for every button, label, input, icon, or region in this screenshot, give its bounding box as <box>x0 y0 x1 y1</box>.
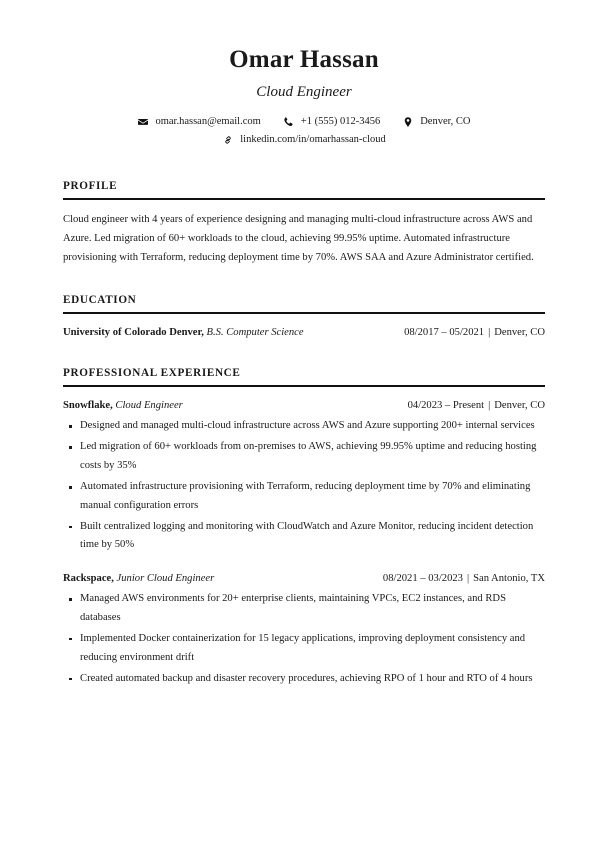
entry-location: Denver, CO <box>494 400 545 412</box>
entry-organization: Rackspace, <box>63 573 114 585</box>
entry-dates: 08/2021 – 03/2023 <box>382 573 463 585</box>
entry-organization: Snowflake, <box>63 400 113 412</box>
resume-entry <box>63 571 545 688</box>
entry-org-role <box>63 571 383 587</box>
contact-email[interactable] <box>137 117 260 128</box>
profile-summary-text: Cloud engineer with 4 years of experience designing and managing multi-cloud infrastructure across AWS and Azure. Led migration of 60+ workloads to the cloud, achieving 99.95% uptime. Automated infrastructure provisioning with Terraform, reducing deployment time by 70%. AWS SAA and Azure Administrator certified. <box>63 214 534 263</box>
entry-header <box>63 398 545 414</box>
section-heading-profile: PROFILE <box>63 179 118 192</box>
entry-organization: University of Colorado Denver, <box>63 327 204 339</box>
section-profile <box>63 180 545 268</box>
resume-entry <box>63 398 545 555</box>
candidate-name: Omar Hassan <box>229 46 379 73</box>
link-icon <box>222 135 233 146</box>
contact-email-text: omar.hassan@email.com <box>155 116 261 127</box>
entry-bullet: Led migration of 60+ workloads from on-premises to AWS, achieving 99.95% uptime and reducing hosting costs by 35% <box>63 438 545 476</box>
entry-separator: | <box>488 327 491 339</box>
entry-meta <box>383 571 545 587</box>
section-body-experience <box>63 398 545 688</box>
section-divider-experience <box>63 385 545 387</box>
entry-org-role <box>63 325 404 341</box>
entry-bullet: Designed and managed multi-cloud infrastructure across AWS and Azure supporting 200+ internal services <box>63 417 545 436</box>
contact-row-primary <box>63 117 545 128</box>
section-divider-profile <box>63 198 545 200</box>
entry-header <box>63 571 545 587</box>
entry-dates: 08/2017 – 05/2021 <box>404 327 485 339</box>
entry-org-role <box>63 398 408 414</box>
entry-location: Denver, CO <box>494 327 545 339</box>
contact-phone-text: +1 (555) 012-3456 <box>300 116 381 127</box>
contact-row-secondary <box>63 135 545 146</box>
section-education <box>63 294 545 341</box>
contact-phone[interactable] <box>283 117 380 128</box>
entry-separator: | <box>488 400 491 412</box>
section-heading-experience: PROFESSIONAL EXPERIENCE <box>63 367 241 380</box>
section-experience <box>63 367 545 688</box>
envelope-icon <box>137 117 148 128</box>
entry-role: Junior Cloud Engineer <box>113 573 215 585</box>
entry-bullet-list <box>63 417 545 555</box>
entry-bullet: Created automated backup and disaster recovery procedures, achieving RPO of 1 hour and RTO of 4 hours <box>63 670 545 689</box>
section-body-profile <box>63 211 545 268</box>
entry-header <box>63 325 545 341</box>
contact-linkedin-text: linkedin.com/in/omarhassan-cloud <box>240 134 386 145</box>
contact-linkedin[interactable] <box>222 135 386 146</box>
candidate-title: Cloud Engineer <box>256 83 352 100</box>
resume-entry <box>63 325 545 341</box>
section-divider-education <box>63 312 545 314</box>
contact-location-text: Denver, CO <box>420 116 471 127</box>
phone-icon <box>283 117 294 128</box>
entry-dates: 04/2023 – Present <box>407 400 485 412</box>
section-body-education <box>63 325 545 341</box>
entry-location: San Antonio, TX <box>473 573 545 585</box>
entry-meta <box>408 398 545 414</box>
map-pin-icon <box>402 117 413 128</box>
entry-role: Cloud Engineer <box>112 400 183 412</box>
resume-header <box>63 0 545 146</box>
section-heading-education: EDUCATION <box>63 293 137 306</box>
entry-bullet: Managed AWS environments for 20+ enterprise clients, maintaining VPCs, EC2 instances, and RDS databases <box>63 590 545 628</box>
entry-bullet: Implemented Docker containerization for 15 legacy applications, improving deployment consistency and reducing environment drift <box>63 630 545 668</box>
entry-bullet: Built centralized logging and monitoring with CloudWatch and Azure Monitor, reducing incident detection time by 50% <box>63 518 545 556</box>
entry-separator: | <box>466 573 470 585</box>
entry-bullet-list <box>63 590 545 688</box>
entry-role: B.S. Computer Science <box>203 327 304 339</box>
entry-meta <box>404 325 545 341</box>
entry-bullet: Automated infrastructure provisioning with Terraform, reducing deployment time by 70% and eliminating manual configuration errors <box>63 478 545 516</box>
contact-location[interactable] <box>402 117 470 128</box>
